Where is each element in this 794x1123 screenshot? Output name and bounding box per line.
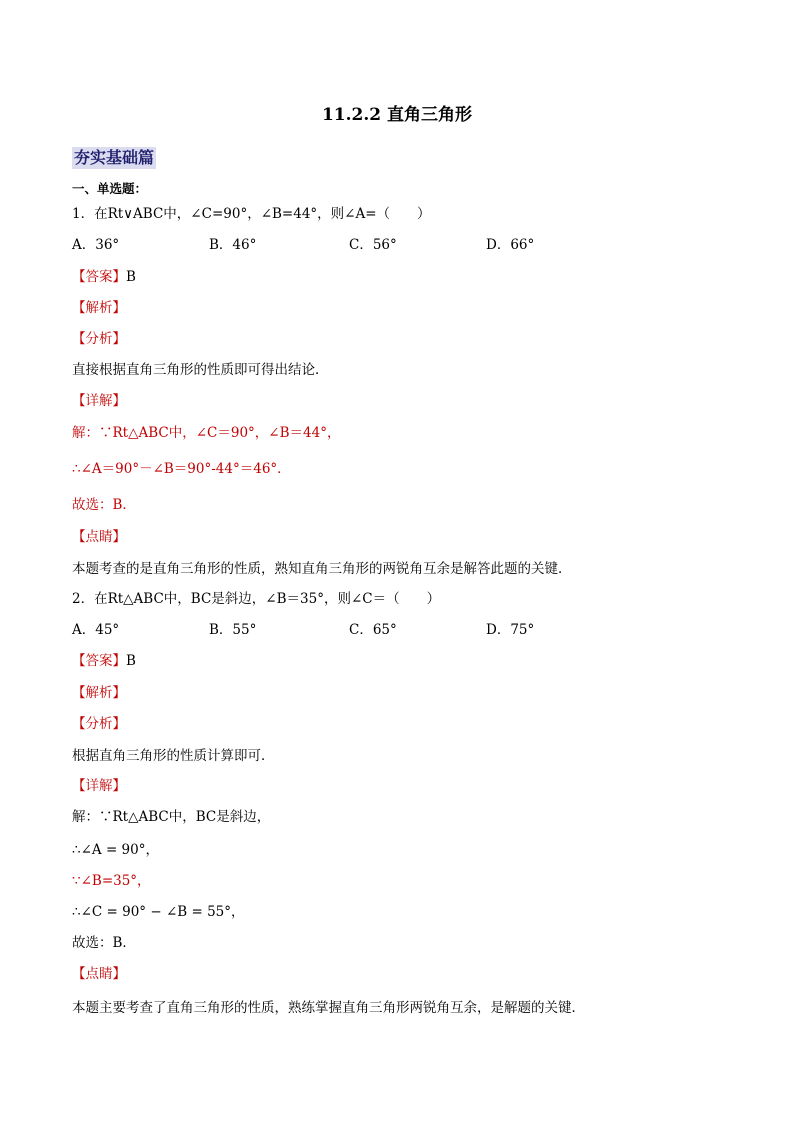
q2-solution-step-2: ∴∠A = 90°， (72, 842, 159, 858)
section-heading: 夯实基础篇 (74, 148, 155, 167)
q1-analysis-label: 【解析】 (72, 300, 126, 316)
q1-option-c: C．56° (349, 237, 397, 253)
q2-xiangjie-label: 【详解】 (72, 778, 126, 794)
answer-label: 【答案】 (72, 653, 126, 669)
q1-xiangjie-label: 【详解】 (72, 393, 126, 409)
q1-option-a: A．36° (72, 237, 120, 253)
q1-option-d: D．66° (486, 237, 535, 253)
question-1-stem: 1．在Rt∨ABC中，∠C=90°，∠B=44°，则∠A=（ ） (72, 206, 431, 222)
q2-answer-value: B (126, 653, 136, 669)
q1-choose: 故选：B． (72, 497, 136, 513)
question-2-stem: 2．在Rt△ABC中，BC是斜边，∠B＝35°，则∠C＝（ ） (72, 591, 441, 607)
q2-solution-step-1: 解：∵Rt△ABC中，BC是斜边， (72, 809, 271, 825)
answer-label: 【答案】 (72, 269, 126, 285)
q1-answer-value: B (126, 269, 136, 285)
q2-fenxi-text: 根据直角三角形的性质计算即可． (72, 748, 275, 764)
q2-analysis-label: 【解析】 (72, 685, 126, 701)
q2-solution-step-3: ∵∠B=35°， (72, 873, 151, 889)
q2-option-b: B．55° (209, 622, 257, 638)
q1-answer-line (72, 268, 136, 286)
q2-option-c: C．65° (349, 622, 397, 638)
q1-fenxi-label: 【分析】 (72, 331, 126, 347)
q2-option-d: D．75° (486, 622, 535, 638)
q1-solution-step-2: ∴∠A＝90°－∠B＝90°-44°＝46°． (72, 461, 291, 477)
q2-dianjing-text: 本题主要考查了直角三角形的性质，熟练掌握直角三角形两锐角互余，是解题的关键． (72, 1000, 585, 1016)
q1-dianjing-label: 【点睛】 (72, 529, 126, 545)
q2-option-a: A．45° (72, 622, 120, 638)
question-type-heading: 一、单选题： (72, 181, 148, 196)
q1-option-b: B．46° (209, 237, 257, 253)
q2-fenxi-label: 【分析】 (72, 716, 126, 732)
q2-dianjing-label: 【点睛】 (72, 966, 126, 982)
q1-fenxi-text: 直接根据直角三角形的性质即可得出结论． (72, 362, 329, 378)
q1-dianjing-text: 本题考查的是直角三角形的性质，熟知直角三角形的两锐角互余是解答此题的关键． (72, 561, 572, 577)
q1-solution-step-1: 解：∵Rt△ABC中，∠C＝90°，∠B＝44°， (72, 425, 341, 441)
document-title: 11.2.2 直角三角形 (321, 105, 473, 125)
q2-choose: 故选：B． (72, 935, 136, 951)
q2-solution-step-4: ∴∠C = 90° − ∠B = 55°， (72, 904, 245, 920)
q2-answer-line (72, 652, 136, 670)
